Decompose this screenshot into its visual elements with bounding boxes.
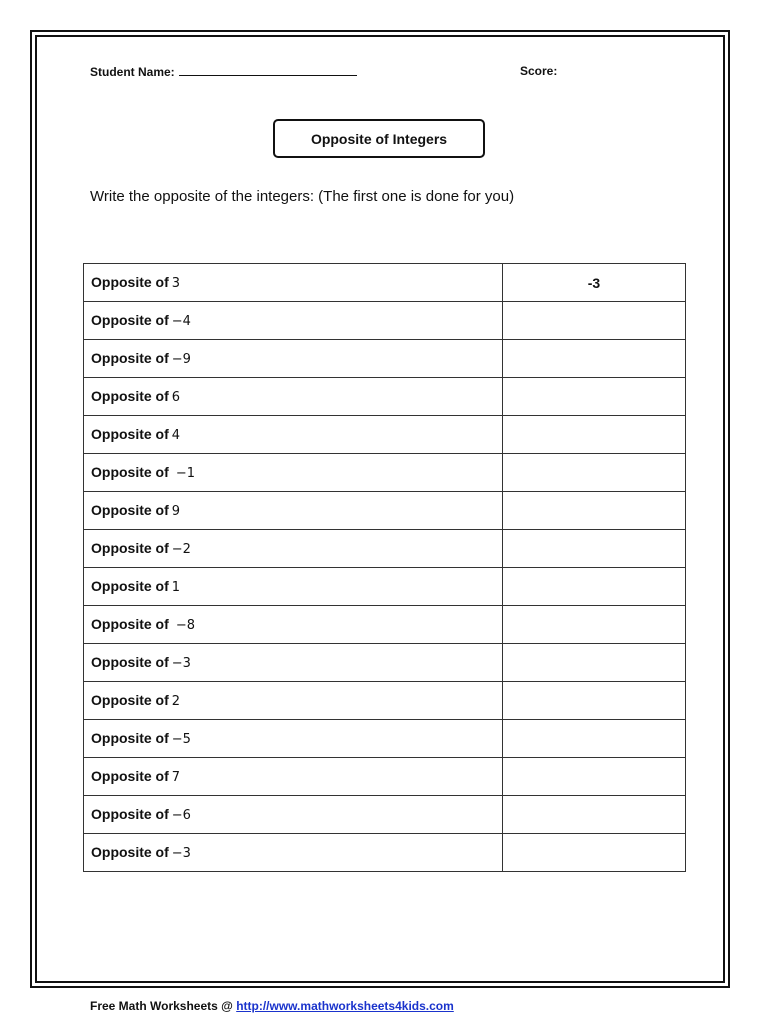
- table-row: [84, 568, 686, 606]
- worksheet-title-text: Opposite of Integers: [310, 130, 448, 147]
- question-number: −3: [171, 846, 191, 861]
- question-label: Opposite of: [91, 426, 169, 442]
- answer-cell[interactable]: [503, 606, 686, 644]
- question-label: Opposite of: [91, 616, 169, 632]
- answer-cell[interactable]: [503, 796, 686, 834]
- question-label: Opposite of: [91, 806, 169, 822]
- answer-cell[interactable]: [503, 834, 686, 872]
- question-table: [83, 263, 686, 872]
- answer-cell[interactable]: [503, 492, 686, 530]
- table-row: [84, 302, 686, 340]
- question-number: −5: [171, 732, 191, 747]
- question-cell: [84, 530, 503, 568]
- table-row: [84, 492, 686, 530]
- table-row: [84, 340, 686, 378]
- question-cell: [84, 796, 503, 834]
- question-label: Opposite of: [91, 312, 169, 328]
- question-label: Opposite of: [91, 768, 169, 784]
- question-label: Opposite of: [91, 654, 169, 670]
- question-number: −2: [171, 542, 191, 557]
- question-cell: [84, 302, 503, 340]
- answer-cell[interactable]: [503, 378, 686, 416]
- question-label: Opposite of: [91, 274, 169, 290]
- question-cell: [84, 492, 503, 530]
- student-name-field: [90, 64, 357, 79]
- table-row: [84, 796, 686, 834]
- footer-text: Free Math Worksheets @: [90, 999, 237, 1013]
- question-number: −9: [171, 352, 191, 367]
- answer-cell[interactable]: [503, 530, 686, 568]
- question-cell: [84, 454, 503, 492]
- table-row: [84, 264, 686, 302]
- table-row: [84, 644, 686, 682]
- question-cell: [84, 644, 503, 682]
- footer-link[interactable]: http://www.mathworksheets4kids.com: [236, 999, 454, 1013]
- question-number: 9: [171, 504, 181, 519]
- question-cell: [84, 682, 503, 720]
- answer-cell[interactable]: [503, 454, 686, 492]
- instructions: Write the opposite of the integers: (The first one is done for you): [90, 188, 515, 205]
- question-label: Opposite of: [91, 388, 169, 404]
- question-number: −3: [171, 656, 191, 671]
- table-row: [84, 720, 686, 758]
- question-number: −8: [171, 618, 196, 633]
- question-cell: [84, 720, 503, 758]
- question-cell: [84, 378, 503, 416]
- question-label: Opposite of: [91, 502, 169, 518]
- score-label: Score:: [520, 64, 558, 78]
- question-label: Opposite of: [91, 692, 169, 708]
- table-row: [84, 416, 686, 454]
- answer-cell[interactable]: [503, 644, 686, 682]
- question-number: 1: [171, 580, 181, 595]
- answer-cell[interactable]: [503, 682, 686, 720]
- answer-cell[interactable]: [503, 340, 686, 378]
- student-name-label: Student Name:: [90, 65, 175, 79]
- question-cell: [84, 340, 503, 378]
- question-label: Opposite of: [91, 730, 169, 746]
- question-cell: [84, 606, 503, 644]
- answer-cell[interactable]: [503, 720, 686, 758]
- table-row: [84, 758, 686, 796]
- question-number: −4: [171, 314, 191, 329]
- question-cell: [84, 416, 503, 454]
- question-number: −1: [171, 466, 196, 481]
- question-label: Opposite of: [91, 350, 169, 366]
- answer-cell[interactable]: [503, 758, 686, 796]
- question-number: 4: [171, 428, 181, 443]
- table-row: [84, 834, 686, 872]
- worksheet-title: [273, 119, 485, 158]
- question-label: Opposite of: [91, 578, 169, 594]
- footer: [90, 999, 454, 1013]
- question-cell: [84, 758, 503, 796]
- answer-cell[interactable]: [503, 416, 686, 454]
- question-label: Opposite of: [91, 464, 169, 480]
- question-number: 2: [171, 694, 181, 709]
- question-number: 3: [171, 276, 181, 291]
- table-row: [84, 454, 686, 492]
- question-cell: [84, 264, 503, 302]
- question-cell: [84, 834, 503, 872]
- question-cell: [84, 568, 503, 606]
- answer-cell[interactable]: [503, 568, 686, 606]
- table-row: [84, 530, 686, 568]
- question-label: Opposite of: [91, 844, 169, 860]
- student-name-blank[interactable]: [179, 64, 357, 76]
- question-number: 6: [171, 390, 181, 405]
- question-number: −6: [171, 808, 191, 823]
- table-row: [84, 378, 686, 416]
- question-number: 7: [171, 770, 181, 785]
- answer-cell[interactable]: -3: [503, 264, 686, 302]
- table-row: [84, 606, 686, 644]
- table-row: [84, 682, 686, 720]
- answer-cell[interactable]: [503, 302, 686, 340]
- question-label: Opposite of: [91, 540, 169, 556]
